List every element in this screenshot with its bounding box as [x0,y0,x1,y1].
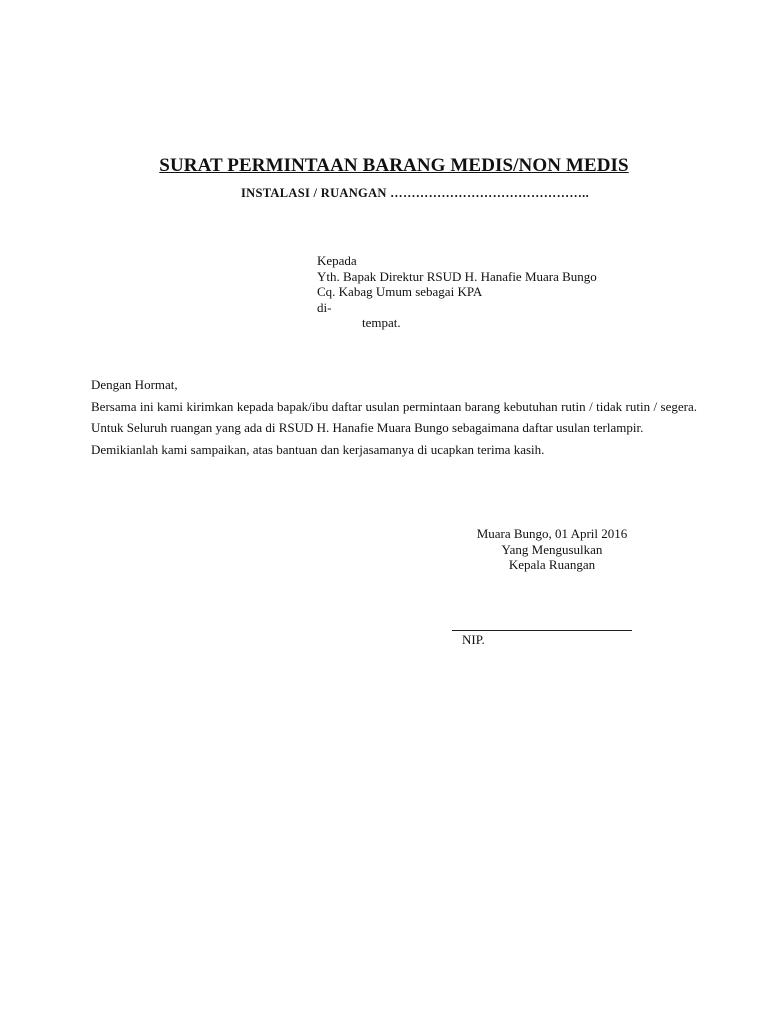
nip-label: NIP. [462,632,485,647]
signer-role: Yang Mengusulkan [501,541,603,557]
recipient-line-di: di- [317,299,332,315]
signature-block [452,526,652,573]
letter-body [91,374,697,460]
place-date: Muara Bungo, 01 April 2016 [476,526,628,541]
recipient-line-cq: Cq. Kabag Umum sebagai KPA [317,284,483,299]
greeting: Dengan Hormat, [91,377,178,392]
signature-line [452,630,632,631]
recipient-line-director: Yth. Bapak Direktur RSUD H. Hanafie Muara Bungo [317,268,597,284]
closing-paragraph: Demikianlah kami sampaikan, atas bantuan dan kerjasamanya di ucapkan terima kasih. [91,441,545,457]
signer-title: Kepala Ruangan [508,557,596,572]
body-paragraph: Bersama ini kami kirimkan kepada bapak/ibu daftar usulan permintaan barang kebutuhan rutin / tidak rutin / segera. Untuk Seluruh ruangan yang ada di RSUD H. Hanafie Muara Bungo sebagaimana daftar usulan terlampir. [91,398,697,435]
recipient-line-kepada: Kepada [317,253,357,268]
recipient-block [317,253,597,331]
recipient-line-tempat: tempat. [362,315,401,330]
letter-title: SURAT PERMINTAAN BARANG MEDIS/NON MEDIS [159,155,629,176]
letter-subtitle: INSTALASI / RUANGAN ……………………………………….. [240,186,590,200]
